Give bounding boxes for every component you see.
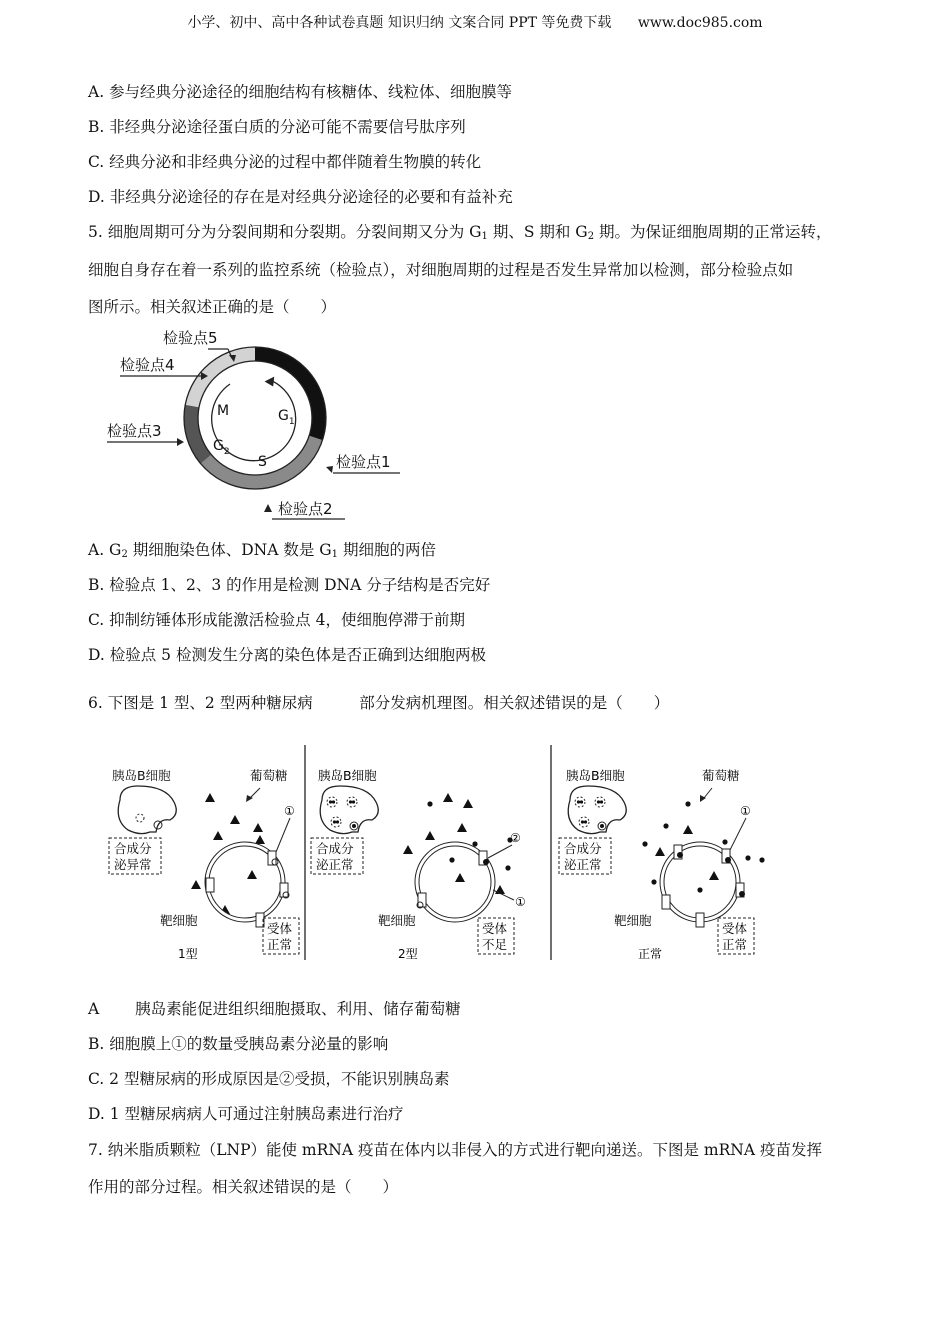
page-header [0, 12, 950, 32]
q5-option-d: D. 检验点 5 检测发生分离的染色体是否正确到达细胞两极 [88, 646, 486, 664]
diabetes-mechanism-diagram [100, 740, 770, 970]
g1-segment [255, 354, 319, 438]
q6-stem: 6. 下图是 1 型、2 型两种糖尿病 部分发病机理图。相关叙述错误的是（ ） [88, 694, 670, 712]
marker-1-p1: ① [284, 804, 295, 818]
q6-option-a: A 胰岛素能促进组织细胞摄取、利用、储存葡萄糖 [88, 1000, 461, 1018]
glucose-label-3: 葡萄糖 [702, 768, 740, 783]
checkpoint-5-label: 检验点5 [163, 329, 218, 347]
q7-stem-line2: 作用的部分过程。相关叙述错误的是（ ） [88, 1178, 399, 1196]
checkpoint-4-label: 检验点4 [120, 356, 175, 374]
box-synthesis-1a: 合成分 [114, 841, 152, 856]
islet-b-cell-label-3: 胰岛B细胞 [566, 768, 625, 783]
marker-2-p2: ② [510, 831, 521, 845]
label-g2: $G_2$ [213, 438, 230, 457]
type1-label: 1型 [178, 947, 198, 961]
box-synthesis-2a: 合成分 [316, 841, 354, 856]
target-cell-label-2: 靶细胞 [378, 913, 416, 928]
panel-type2 [311, 768, 526, 961]
q7-stem-line1: 7. 纳米脂质颗粒（LNP）能使 mRNA 疫苗在体内以非侵入的方式进行靶向递送。下图是 mRNA 疫苗发挥 [88, 1141, 822, 1159]
label-m: M [217, 403, 230, 419]
marker-1-p3: ① [740, 804, 751, 818]
q6-option-d: D. 1 型糖尿病病人可通过注射胰岛素进行治疗 [88, 1105, 404, 1123]
box-synthesis-1b: 泌异常 [114, 857, 152, 872]
checkpoint-2-label: 检验点2 [278, 500, 333, 518]
checkpoint-1-label: 检验点1 [336, 453, 391, 471]
panel-normal [559, 768, 765, 961]
box-synthesis-3a: 合成分 [564, 841, 602, 856]
target-cell-label-1: 靶细胞 [160, 913, 198, 928]
q5-stem-line1: 5. 细胞周期可分为分裂间期和分裂期。分裂间期又分为 $G_1$ 期、S 期和 $G_2$ 期。为保证细胞周期的正常运转， [88, 223, 832, 242]
receptor-box-1b: 正常 [267, 937, 293, 952]
label-s: S [258, 454, 267, 470]
header-left-text: 小学、初中、高中各种试卷真题 知识归纳 文案合同 PPT 等免费下载 [187, 15, 612, 31]
label-g1: $G_1$ [278, 408, 295, 427]
q6-option-b: B. 细胞膜上①的数量受胰岛素分泌量的影响 [88, 1035, 389, 1053]
marker-1-p2: ① [515, 895, 526, 909]
islet-b-cell-label-2: 胰岛B细胞 [318, 768, 377, 783]
islet-cell-shape-1 [118, 786, 176, 834]
checkpoint-3-label: 检验点3 [107, 422, 162, 440]
q6-option-c: C. 2 型糖尿病的形成原因是②受损，不能识别胰岛素 [88, 1070, 450, 1088]
q5-stem-line3: 图所示。相关叙述正确的是（ ） [88, 298, 337, 316]
q4-option-d: D. 非经典分泌途径的存在是对经典分泌途径的必要和有益补充 [88, 188, 513, 206]
q5-option-c: C. 抑制纺锤体形成能激活检验点 4，使细胞停滞于前期 [88, 611, 465, 629]
q4-option-b: B. 非经典分泌途径蛋白质的分泌可能不需要信号肽序列 [88, 118, 466, 136]
q5-option-a: A. $G_2$ 期细胞染色体、DNA 数是 $G_1$ 期细胞的两倍 [88, 541, 436, 560]
box-synthesis-2b: 泌正常 [316, 857, 354, 872]
receptor-box-3b: 正常 [722, 937, 748, 952]
q5-option-b: B. 检验点 1、2、3 的作用是检测 DNA 分子结构是否完好 [88, 576, 491, 594]
glucose-label-1: 葡萄糖 [250, 768, 288, 783]
q5-stem-line2: 细胞自身存在着一系列的监控系统（检验点），对细胞周期的过程是否发生异常加以检测，部分检验点如 [88, 261, 794, 279]
receptor-box-3a: 受体 [722, 921, 748, 936]
receptor-box-2b: 不足 [482, 937, 508, 952]
target-cell-label-3: 靶细胞 [614, 913, 652, 928]
type2-label: 2型 [398, 947, 418, 961]
normal-label: 正常 [638, 947, 663, 961]
panel-type1 [109, 768, 299, 961]
box-synthesis-3b: 泌正常 [564, 857, 602, 872]
islet-b-cell-label-1: 胰岛B细胞 [112, 768, 171, 783]
q4-option-a: A. 参与经典分泌途径的细胞结构有核糖体、线粒体、细胞膜等 [88, 83, 513, 101]
receptor-box-2a: 受体 [482, 921, 508, 936]
header-url: www.doc985.com [637, 15, 763, 31]
receptor-box-1a: 受体 [267, 921, 293, 936]
q4-option-c: C. 经典分泌和非经典分泌的过程中都伴随着生物膜的转化 [88, 153, 482, 171]
cell-cycle-diagram [100, 322, 410, 522]
